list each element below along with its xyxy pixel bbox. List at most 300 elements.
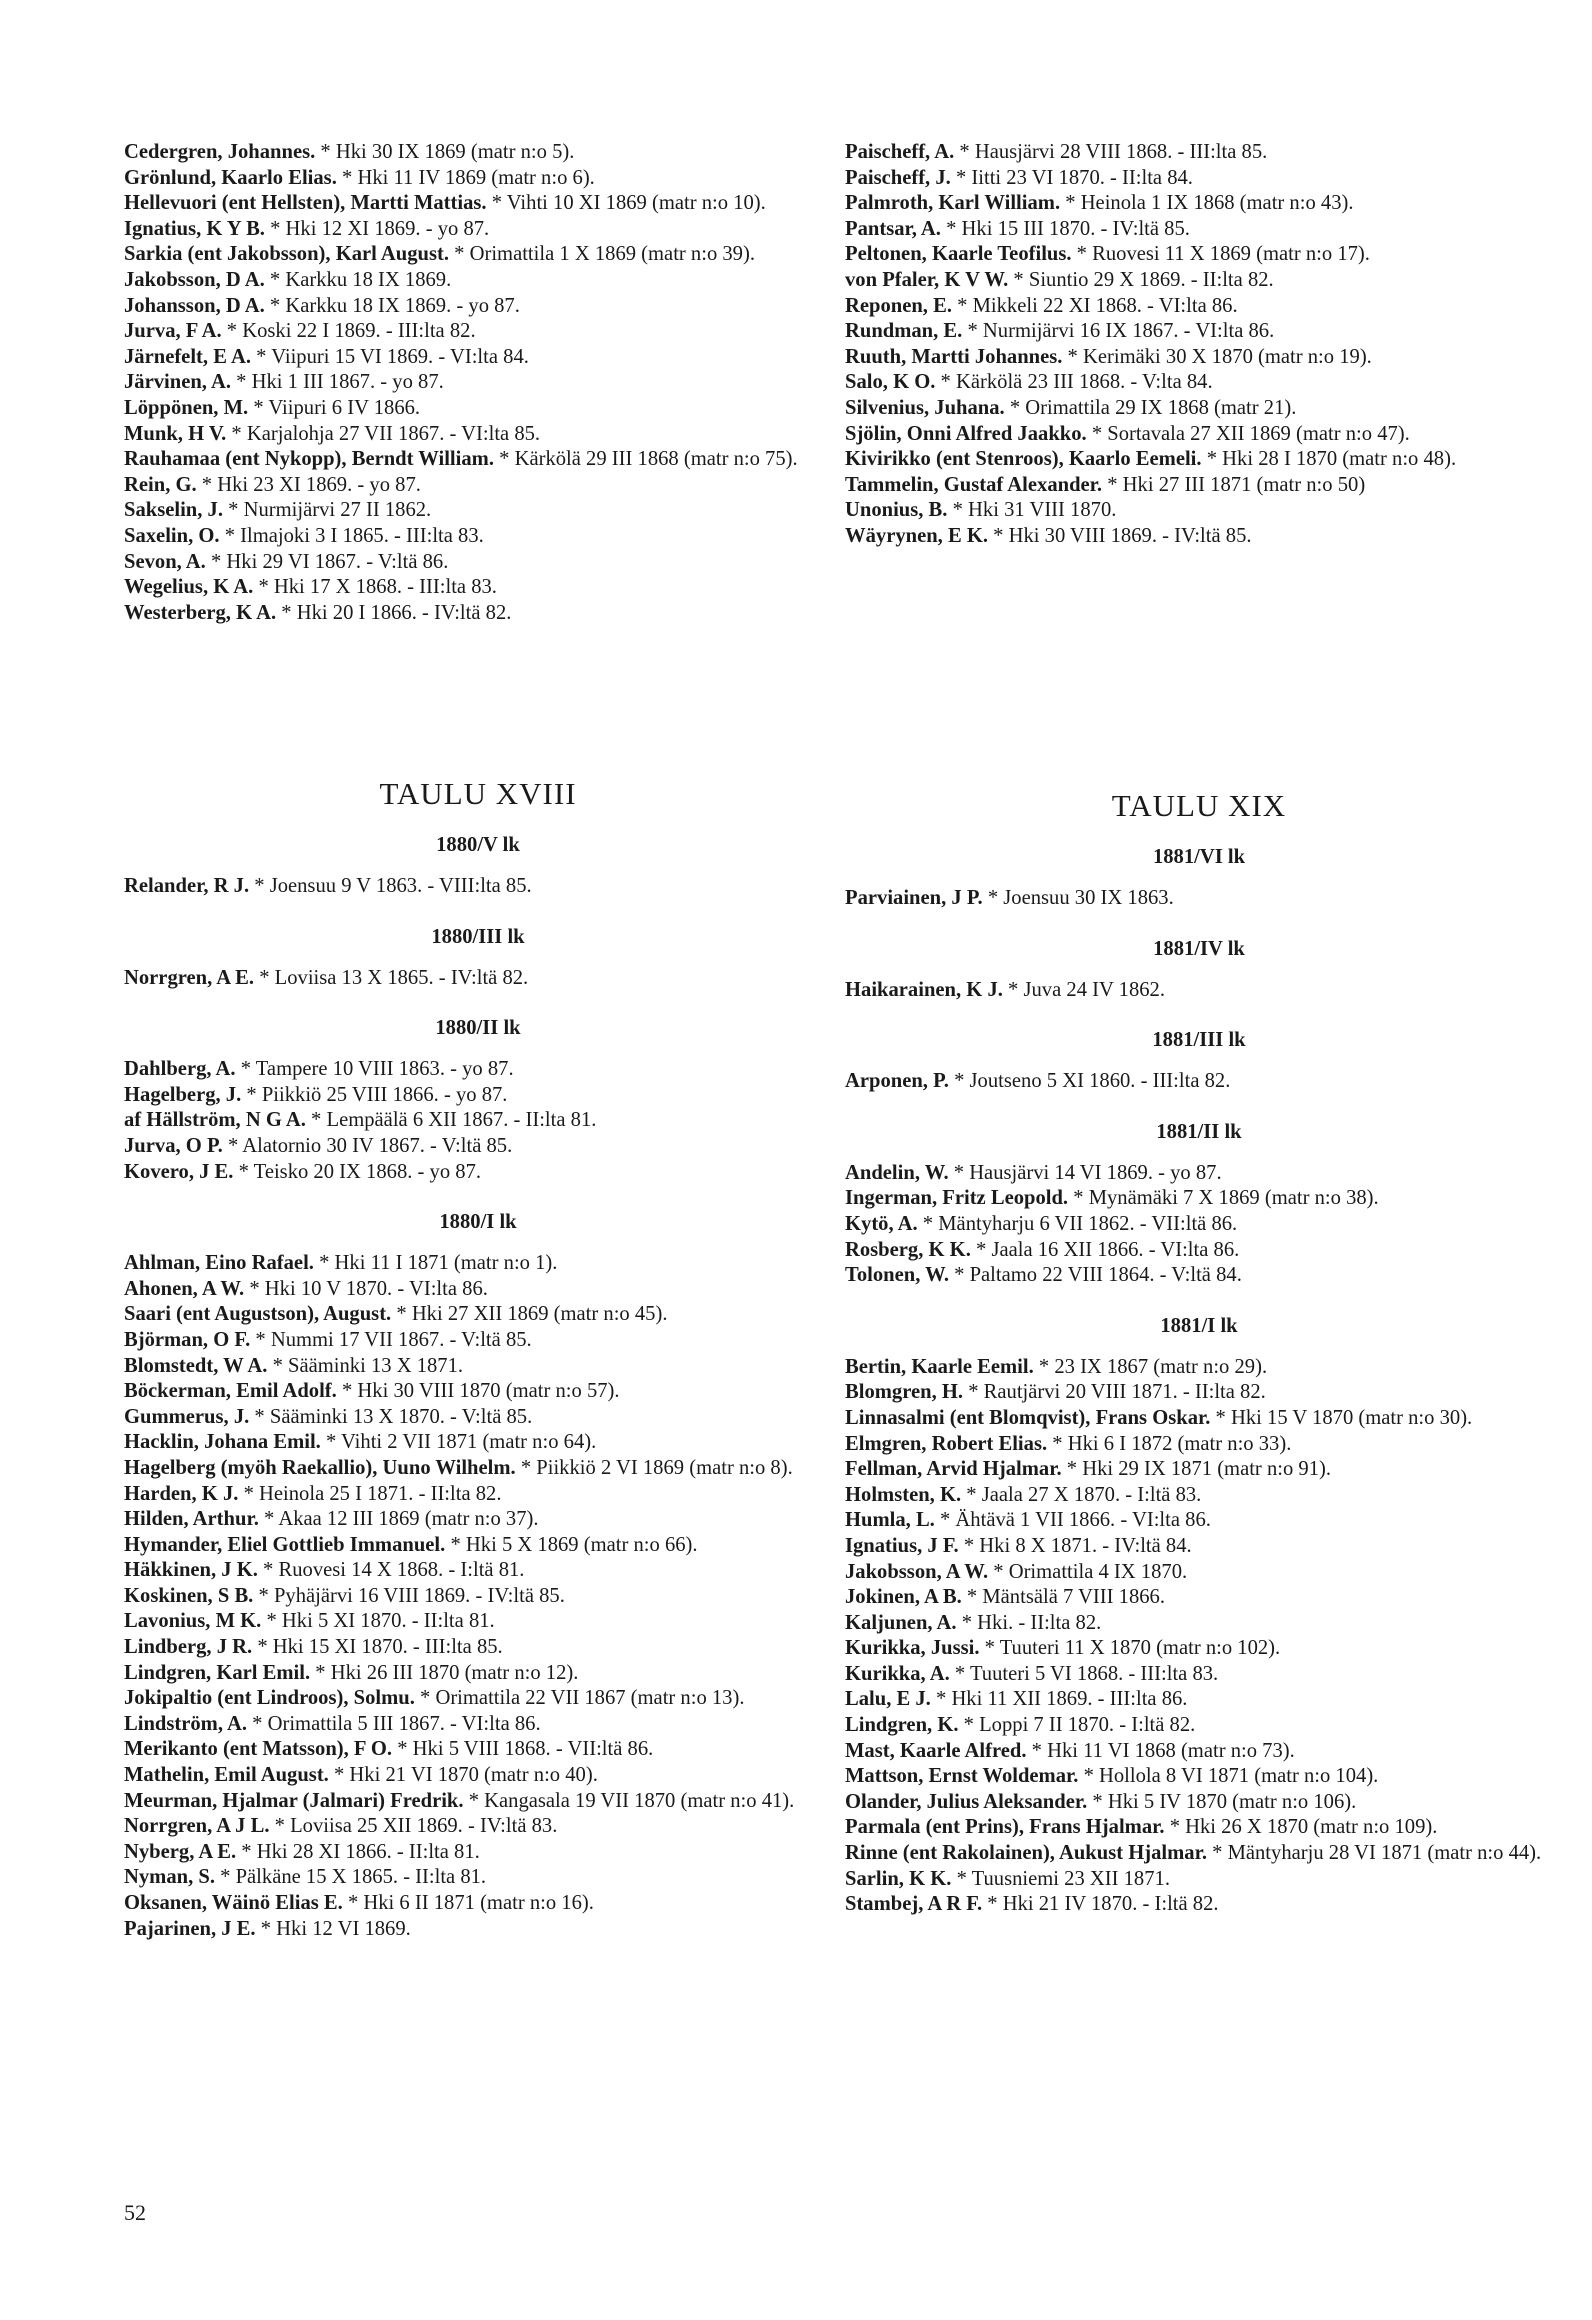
entry bbox=[124, 1277, 832, 1303]
entry bbox=[845, 1432, 1553, 1458]
entry bbox=[845, 345, 1553, 371]
entry bbox=[845, 1483, 1553, 1509]
entry-details: * Mynämäki 7 X 1869 (matr n:o 38). bbox=[1068, 1187, 1379, 1210]
entry bbox=[124, 1405, 832, 1431]
entry-name: Meurman, Hjalmar (Jalmari) Fredrik. bbox=[124, 1789, 464, 1812]
entry bbox=[124, 1083, 832, 1109]
entry-name: Tolonen, W. bbox=[845, 1264, 949, 1287]
entry-details: * Viipuri 6 IV 1866. bbox=[248, 396, 421, 419]
entry-details: * Jaala 16 XII 1866. - VI:lta 86. bbox=[970, 1238, 1240, 1261]
entry bbox=[124, 1609, 832, 1635]
entry-details: * Hki 6 II 1871 (matr n:o 16). bbox=[342, 1892, 594, 1914]
entry-name: Lalu, E J. bbox=[845, 1688, 931, 1711]
entry-details: * Kerimäki 30 X 1870 (matr n:o 19). bbox=[1062, 345, 1372, 368]
entry bbox=[845, 498, 1553, 524]
entry bbox=[845, 1892, 1553, 1918]
entry-details: * Ruovesi 14 X 1868. - I:ltä 81. bbox=[257, 1559, 525, 1582]
entry bbox=[124, 1533, 832, 1559]
entry-details: * Mikkeli 22 XI 1868. - VI:lta 86. bbox=[952, 294, 1238, 317]
entry-details: * Hki 10 V 1870. - VI:lta 86. bbox=[244, 1277, 488, 1300]
entry-details: * Hki 5 VIII 1868. - VII:ltä 86. bbox=[392, 1738, 654, 1761]
entry bbox=[845, 1764, 1553, 1790]
entry bbox=[845, 1380, 1553, 1406]
entry-details: * Pälkäne 15 X 1865. - II:lta 81. bbox=[214, 1866, 487, 1889]
entry bbox=[124, 524, 832, 550]
entry bbox=[124, 1814, 832, 1840]
entry-details: * Hki 11 VI 1868 (matr n:o 73). bbox=[1026, 1739, 1295, 1762]
entry-details: * Hki 29 IX 1871 (matr n:o 91). bbox=[1061, 1458, 1332, 1481]
entry-name: Järnefelt, E A. bbox=[124, 345, 251, 368]
entry bbox=[124, 1763, 832, 1789]
entry-details: * Tuuteri 5 VI 1868. - III:lta 83. bbox=[949, 1662, 1219, 1685]
entry-name: Jokinen, A B. bbox=[845, 1586, 962, 1609]
entry bbox=[124, 550, 832, 576]
right-top-column bbox=[845, 140, 1553, 550]
entry-details: * Hausjärvi 14 VI 1869. - yo 87. bbox=[948, 1161, 1222, 1184]
section-heading: 1880/V lk bbox=[436, 834, 520, 856]
entry bbox=[845, 1636, 1553, 1662]
entry-name: Hellevuori (ent Hellsten), Martti Mattias. bbox=[124, 192, 487, 215]
entry-details: * Viipuri 15 VI 1869. - VI:lta 84. bbox=[250, 345, 529, 368]
entry-details: * Ilmajoki 3 I 1865. - III:lta 83. bbox=[219, 524, 484, 547]
entry-name: Oksanen, Wäinö Elias E. bbox=[124, 1892, 343, 1914]
entry bbox=[124, 422, 832, 448]
entry-name: Blomstedt, W A. bbox=[124, 1354, 268, 1377]
entry bbox=[124, 1584, 832, 1610]
entry-name: Ahonen, A W. bbox=[124, 1277, 245, 1300]
entry-details: * Tampere 10 VIII 1863. - yo 87. bbox=[235, 1058, 514, 1081]
entry bbox=[845, 1790, 1553, 1816]
entry-details: * Joensuu 9 V 1863. - VIII:lta 85. bbox=[249, 875, 532, 897]
entry-name: Saari (ent Augustson), August. bbox=[124, 1303, 392, 1326]
entry-details: * 23 IX 1867 (matr n:o 29). bbox=[1033, 1355, 1268, 1378]
entry-details: * Akaa 12 III 1869 (matr n:o 37). bbox=[258, 1508, 539, 1531]
entry bbox=[124, 242, 832, 268]
entry-name: Merikanto (ent Matsson), F O. bbox=[124, 1738, 393, 1761]
entry-details: * Hki 6 I 1872 (matr n:o 33). bbox=[1047, 1432, 1292, 1455]
entry-details: * Hki 17 X 1868. - III:lta 83. bbox=[253, 576, 497, 599]
entry-details: * Paltamo 22 VIII 1864. - V:ltä 84. bbox=[948, 1264, 1242, 1287]
section-heading: 1881/I lk bbox=[1160, 1314, 1238, 1337]
entry bbox=[124, 1686, 832, 1712]
entry bbox=[124, 1354, 832, 1380]
section-heading: 1881/III lk bbox=[1152, 1029, 1246, 1052]
entry bbox=[845, 1713, 1553, 1739]
entry-name: Fellman, Arvid Hjalmar. bbox=[845, 1458, 1062, 1481]
entry-name: Hilden, Arthur. bbox=[124, 1508, 259, 1531]
entry-name: Löppönen, M. bbox=[124, 396, 249, 419]
entry bbox=[845, 1263, 1553, 1289]
entry-name: Wäyrynen, E K. bbox=[845, 524, 989, 547]
table-title-right: TAULU XIX bbox=[1111, 788, 1287, 823]
entry-details: * Hki 1 III 1867. - yo 87. bbox=[230, 371, 444, 394]
entry bbox=[845, 268, 1553, 294]
entry-name: Häkkinen, J K. bbox=[124, 1559, 258, 1582]
entry bbox=[845, 1739, 1553, 1765]
entry bbox=[845, 447, 1553, 473]
entry-details: * Piikkiö 2 VI 1869 (matr n:o 8). bbox=[515, 1456, 793, 1479]
section-heading: 1881/II lk bbox=[1156, 1120, 1242, 1143]
entry-name: Böckerman, Emil Adolf. bbox=[124, 1380, 337, 1403]
entry bbox=[124, 1865, 832, 1891]
entry bbox=[845, 1611, 1553, 1637]
entry-name: Kytö, A. bbox=[845, 1212, 918, 1235]
entry-name: Pajarinen, J E. bbox=[124, 1917, 256, 1940]
entry-name: Järvinen, A. bbox=[124, 371, 231, 394]
entry bbox=[124, 1108, 832, 1134]
entry-name: Sarkia (ent Jakobsson), Karl August. bbox=[124, 243, 449, 266]
entry bbox=[124, 1635, 832, 1661]
entry bbox=[845, 1238, 1553, 1264]
entry-name: Silvenius, Juhana. bbox=[845, 396, 1005, 419]
entry-name: Jakobsson, D A. bbox=[124, 268, 265, 291]
entry-details: * Hki 11 XII 1869. - III:lta 86. bbox=[930, 1688, 1188, 1711]
entry-details: * Loviisa 25 XII 1869. - IV:ltä 83. bbox=[269, 1815, 558, 1838]
entry-name: Sarlin, K K. bbox=[845, 1867, 952, 1890]
entry-details: * Hki 21 IV 1870. - I:ltä 82. bbox=[982, 1893, 1219, 1916]
taulu-xviii-column bbox=[124, 776, 832, 1942]
entry-name: Kovero, J E. bbox=[124, 1160, 234, 1183]
entry-details: * Alatornio 30 IV 1867. - V:ltä 85. bbox=[222, 1134, 513, 1157]
entry-details: * Mäntsälä 7 VIII 1866. bbox=[961, 1586, 1165, 1609]
entry-details: * Orimattila 29 IX 1868 (matr 21). bbox=[1004, 396, 1297, 419]
entry-name: Ignatius, J F. bbox=[845, 1534, 959, 1557]
entry bbox=[124, 601, 832, 627]
entry-name: Hacklin, Johana Emil. bbox=[124, 1431, 321, 1454]
entry bbox=[124, 498, 832, 524]
entry bbox=[124, 575, 832, 601]
entry-details: * Mäntyharju 28 VI 1871 (matr n:o 44). bbox=[1206, 1842, 1542, 1865]
entry-details: * Orimattila 22 VII 1867 (matr n:o 13). bbox=[414, 1687, 745, 1710]
entry bbox=[845, 191, 1553, 217]
entry bbox=[124, 874, 832, 900]
entry bbox=[124, 396, 832, 422]
entry-name: Rundman, E. bbox=[845, 320, 963, 343]
entry-details: * Tuusniemi 23 XII 1871. bbox=[951, 1867, 1170, 1890]
entry-details: * Heinola 25 I 1871. - II:lta 82. bbox=[238, 1482, 502, 1505]
entry-name: Nyberg, A E. bbox=[124, 1840, 237, 1863]
entry-details: * Karkku 18 IX 1869. bbox=[264, 268, 452, 291]
entry bbox=[845, 422, 1553, 448]
entry bbox=[124, 1712, 832, 1738]
entry bbox=[124, 473, 832, 499]
entry bbox=[845, 1355, 1553, 1381]
entry-name: Björman, O F. bbox=[124, 1328, 251, 1351]
entry-details: * Nurmijärvi 27 II 1862. bbox=[223, 499, 432, 522]
entry-name: Ruuth, Martti Johannes. bbox=[845, 345, 1063, 368]
entry-name: Johansson, D A. bbox=[124, 294, 265, 317]
entry-details: * Hki 29 VI 1867. - V:ltä 86. bbox=[205, 550, 449, 573]
entry-name: Lavonius, M K. bbox=[124, 1610, 262, 1633]
entry bbox=[845, 319, 1553, 345]
entry-name: Kaljunen, A. bbox=[845, 1611, 957, 1634]
entry-name: Andelin, W. bbox=[845, 1161, 949, 1184]
page-number: 52 bbox=[124, 2200, 146, 2225]
entry-details: * Ruovesi 11 X 1869 (matr n:o 17). bbox=[1071, 243, 1370, 266]
entry-details: * Nummi 17 VII 1867. - V:ltä 85. bbox=[250, 1328, 532, 1351]
entry bbox=[845, 1161, 1553, 1187]
entry-name: Sjölin, Onni Alfred Jaakko. bbox=[845, 422, 1087, 445]
entry-name: Norrgren, A E. bbox=[124, 966, 255, 989]
entry-details: * Karkku 18 IX 1869. - yo 87. bbox=[264, 294, 520, 317]
entry-details: * Hki 20 I 1866. - IV:ltä 82. bbox=[276, 601, 512, 624]
entry-details: * Loppi 7 II 1870. - I:ltä 82. bbox=[958, 1714, 1196, 1737]
entry-name: Dahlberg, A. bbox=[124, 1058, 236, 1081]
entry-name: Lindgren, K. bbox=[845, 1714, 959, 1737]
entry-details: * Koski 22 I 1869. - III:lta 82. bbox=[221, 320, 476, 343]
entry bbox=[124, 1134, 832, 1160]
entry-name: Kivirikko (ent Stenroos), Kaarlo Eemeli. bbox=[845, 448, 1202, 471]
entry-name: Unonius, B. bbox=[845, 499, 948, 522]
entry-name: Grönlund, Kaarlo Elias. bbox=[124, 166, 337, 189]
entry-name: Holmsten, K. bbox=[845, 1483, 962, 1506]
entry-details: * Hki 8 X 1871. - IV:ltä 84. bbox=[958, 1534, 1192, 1557]
entry-name: Nyman, S. bbox=[124, 1866, 215, 1889]
entry bbox=[124, 345, 832, 371]
section-heading: 1880/II lk bbox=[435, 1017, 521, 1040]
entry-details: * Hki 28 XI 1866. - II:lta 81. bbox=[236, 1840, 480, 1863]
entry-details: * Orimattila 1 X 1869 (matr n:o 39). bbox=[449, 243, 755, 266]
entry bbox=[124, 447, 832, 473]
entry-name: Elmgren, Robert Elias. bbox=[845, 1432, 1048, 1455]
entry-name: Ignatius, K Y B. bbox=[124, 217, 265, 240]
entry bbox=[845, 1508, 1553, 1534]
entry-name: Kurikka, Jussi. bbox=[845, 1637, 980, 1660]
table-title-left: TAULU XVIII bbox=[379, 776, 577, 811]
entry-name: Paischeff, J. bbox=[845, 166, 951, 189]
entry-details: * Hki 23 XI 1869. - yo 87. bbox=[196, 473, 421, 496]
entry-details: * Sortavala 27 XII 1869 (matr n:o 47). bbox=[1086, 422, 1410, 445]
entry-details: * Hki 12 VI 1869. bbox=[255, 1917, 411, 1940]
entry bbox=[845, 1069, 1553, 1095]
entry bbox=[845, 473, 1553, 499]
entry-details: * Iitti 23 VI 1870. - II:lta 84. bbox=[950, 166, 1193, 189]
entry-name: Rein, G. bbox=[124, 473, 197, 496]
entry-name: Rosberg, K K. bbox=[845, 1238, 971, 1261]
entry-name: Ingerman, Fritz Leopold. bbox=[845, 1187, 1069, 1210]
entry bbox=[124, 1482, 832, 1508]
entry-details: * Hki 5 IV 1870 (matr n:o 106). bbox=[1087, 1790, 1357, 1813]
entry-details: * Hki 15 XI 1870. - III:lta 85. bbox=[252, 1636, 503, 1659]
entry bbox=[124, 1507, 832, 1533]
entry-details: * Hki 5 XI 1870. - II:lta 81. bbox=[261, 1610, 495, 1633]
entry-details: * Rautjärvi 20 VIII 1871. - II:lta 82. bbox=[963, 1381, 1266, 1404]
entry-details: * Joensuu 30 IX 1863. bbox=[982, 887, 1174, 909]
entry-details: * Hki 27 XII 1869 (matr n:o 45). bbox=[391, 1303, 668, 1326]
entry bbox=[124, 1328, 832, 1354]
entry-details: * Hollola 8 VI 1871 (matr n:o 104). bbox=[1078, 1765, 1379, 1788]
entry-name: Arponen, P. bbox=[845, 1070, 949, 1093]
entry-name: Koskinen, S B. bbox=[124, 1584, 254, 1607]
entry-name: Westerberg, K A. bbox=[124, 601, 277, 624]
entry-details: * Jaala 27 X 1870. - I:ltä 83. bbox=[961, 1483, 1202, 1506]
entry-name: Salo, K O. bbox=[845, 371, 936, 394]
entry-details: * Hki. - II:lta 82. bbox=[956, 1611, 1102, 1634]
entry bbox=[845, 294, 1553, 320]
entry-details: * Hki 26 X 1870 (matr n:o 109). bbox=[1164, 1816, 1438, 1839]
entry-name: Gummerus, J. bbox=[124, 1405, 250, 1428]
entry bbox=[845, 1534, 1553, 1560]
entry-name: Munk, H V. bbox=[124, 422, 227, 445]
entry bbox=[124, 1456, 832, 1482]
entry bbox=[845, 396, 1553, 422]
entry-name: Jokipaltio (ent Lindroos), Solmu. bbox=[124, 1687, 415, 1710]
left-top-column bbox=[124, 140, 832, 626]
entry bbox=[124, 166, 832, 192]
entry bbox=[845, 140, 1553, 166]
entry-name: Hagelberg, J. bbox=[124, 1083, 242, 1106]
entry-details: * Hki 27 III 1871 (matr n:o 50) bbox=[1102, 473, 1366, 496]
entry-details: * Kärkölä 29 III 1868 (matr n:o 75). bbox=[493, 448, 798, 471]
entry bbox=[845, 1867, 1553, 1893]
entry-details: * Hki 30 IX 1869 (matr n:o 5). bbox=[315, 141, 575, 163]
entry-name: Parmala (ent Prins), Frans Hjalmar. bbox=[845, 1816, 1165, 1839]
entry-name: af Hällström, N G A. bbox=[124, 1109, 306, 1132]
entry-name: Sevon, A. bbox=[124, 550, 206, 573]
entry-details: * Hki 31 VIII 1870. bbox=[947, 499, 1117, 522]
entry-name: Rinne (ent Rakolainen), Aukust Hjalmar. bbox=[845, 1842, 1207, 1865]
entry-name: Lindgren, Karl Emil. bbox=[124, 1661, 311, 1684]
entry-details: * Mäntyharju 6 VII 1862. - VII:ltä 86. bbox=[917, 1212, 1238, 1235]
entry bbox=[124, 294, 832, 320]
entry-name: Hagelberg (myöh Raekallio), Uuno Wilhelm. bbox=[124, 1456, 516, 1479]
entry-name: Sakselin, J. bbox=[124, 499, 223, 522]
entry bbox=[845, 1662, 1553, 1688]
entry bbox=[124, 966, 832, 992]
entry-name: Jakobsson, A W. bbox=[845, 1560, 989, 1583]
entry bbox=[845, 1457, 1553, 1483]
taulu-xix-column bbox=[845, 788, 1553, 1918]
entry bbox=[124, 1379, 832, 1405]
entry-details: * Nurmijärvi 16 IX 1867. - VI:lta 86. bbox=[962, 320, 1275, 343]
entry-name: Paischeff, A. bbox=[845, 141, 955, 163]
entry-name: Cedergren, Johannes. bbox=[124, 141, 316, 163]
entry-details: * Hausjärvi 28 VIII 1868. - III:lta 85. bbox=[954, 141, 1268, 163]
entry bbox=[124, 140, 832, 166]
entry-name: Haikarainen, K J. bbox=[845, 978, 1003, 1001]
entry-details: * Teisko 20 IX 1868. - yo 87. bbox=[233, 1160, 482, 1183]
entry bbox=[845, 1186, 1553, 1212]
entry bbox=[124, 1661, 832, 1687]
entry bbox=[124, 191, 832, 217]
entry-details: * Sääminki 13 X 1870. - V:ltä 85. bbox=[249, 1405, 533, 1428]
entry bbox=[845, 1687, 1553, 1713]
entry-details: * Ähtävä 1 VII 1866. - VI:lta 86. bbox=[934, 1509, 1211, 1532]
entry bbox=[845, 1212, 1553, 1238]
entry bbox=[845, 1841, 1553, 1867]
entry-name: Olander, Julius Aleksander. bbox=[845, 1790, 1088, 1813]
entry-details: * Karjalohja 27 VII 1867. - VI:lta 85. bbox=[226, 422, 541, 445]
right-sections bbox=[845, 844, 1553, 1918]
entry-details: * Hki 28 I 1870 (matr n:o 48). bbox=[1201, 448, 1457, 471]
entry bbox=[124, 1057, 832, 1083]
entry-name: Rauhamaa (ent Nykopp), Berndt William. bbox=[124, 448, 494, 471]
entry bbox=[845, 370, 1553, 396]
entry-details: * Vihti 2 VII 1871 (matr n:o 64). bbox=[320, 1431, 597, 1454]
entry bbox=[124, 1891, 832, 1917]
entry-details: * Hki 15 III 1870. - IV:ltä 85. bbox=[940, 217, 1190, 240]
entry-name: Jurva, O P. bbox=[124, 1134, 223, 1157]
entry-details: * Tuuteri 11 X 1870 (matr n:o 102). bbox=[979, 1637, 1281, 1660]
entry-name: Palmroth, Karl William. bbox=[845, 192, 1061, 215]
entry-name: Parviainen, J P. bbox=[845, 887, 983, 909]
entry-name: von Pfaler, K V W. bbox=[845, 268, 1009, 291]
entry-details: * Piikkiö 25 VIII 1866. - yo 87. bbox=[241, 1083, 508, 1106]
entry-name: Humla, L. bbox=[845, 1509, 935, 1532]
entry-details: * Loviisa 13 X 1865. - IV:ltä 82. bbox=[254, 966, 529, 989]
entry bbox=[845, 242, 1553, 268]
entry-name: Pantsar, A. bbox=[845, 217, 941, 240]
entry-details: * Hki 11 I 1871 (matr n:o 1). bbox=[313, 1252, 558, 1275]
entry-name: Harden, K J. bbox=[124, 1482, 239, 1505]
entry bbox=[124, 370, 832, 396]
entry-details: * Orimattila 5 III 1867. - VI:lta 86. bbox=[247, 1712, 541, 1735]
entry bbox=[124, 1558, 832, 1584]
entry-name: Norrgren, A J L. bbox=[124, 1815, 270, 1838]
entry bbox=[124, 217, 832, 243]
entry-details: * Hki 26 III 1870 (matr n:o 12). bbox=[310, 1661, 579, 1684]
entry-name: Wegelius, K A. bbox=[124, 576, 254, 599]
entry-name: Reponen, E. bbox=[845, 294, 952, 317]
entry bbox=[845, 166, 1553, 192]
entry-name: Kurikka, A. bbox=[845, 1662, 950, 1685]
entry-name: Mast, Kaarle Alfred. bbox=[845, 1739, 1027, 1762]
entry bbox=[124, 1251, 832, 1277]
entry bbox=[845, 886, 1553, 912]
entry-name: Mathelin, Emil August. bbox=[124, 1764, 329, 1787]
entry-details: * Vihti 10 XI 1869 (matr n:o 10). bbox=[486, 192, 766, 215]
entry-details: * Joutseno 5 XI 1860. - III:lta 82. bbox=[948, 1070, 1231, 1093]
entry-name: Ahlman, Eino Rafael. bbox=[124, 1252, 314, 1275]
entry-details: * Hki 30 VIII 1869. - IV:ltä 85. bbox=[988, 524, 1252, 547]
entry-name: Stambej, A R F. bbox=[845, 1893, 983, 1916]
entry-name: Bertin, Kaarle Eemil. bbox=[845, 1355, 1034, 1378]
entry-details: * Kangasala 19 VII 1870 (matr n:o 41). bbox=[463, 1789, 795, 1812]
entry-name: Lindström, A. bbox=[124, 1712, 248, 1735]
entry-details: * Siuntio 29 X 1869. - II:lta 82. bbox=[1008, 268, 1274, 291]
entry-details: * Juva 24 IV 1862. bbox=[1002, 978, 1165, 1001]
entry-details: * Hki 30 VIII 1870 (matr n:o 57). bbox=[336, 1380, 620, 1403]
entry bbox=[845, 1560, 1553, 1586]
entry bbox=[124, 1840, 832, 1866]
entry bbox=[124, 1302, 832, 1328]
entry-details: * Hki 12 XI 1869. - yo 87. bbox=[264, 217, 490, 240]
entry-details: * Heinola 1 IX 1868 (matr n:o 43). bbox=[1060, 192, 1354, 215]
section-heading: 1881/IV lk bbox=[1153, 937, 1245, 960]
entry-details: * Pyhäjärvi 16 VIII 1869. - IV:ltä 85. bbox=[253, 1584, 565, 1607]
entry bbox=[845, 524, 1553, 550]
entry bbox=[124, 268, 832, 294]
entry-name: Linnasalmi (ent Blomqvist), Frans Oskar. bbox=[845, 1406, 1211, 1429]
entry-details: * Sääminki 13 X 1871. bbox=[267, 1354, 464, 1377]
entry bbox=[845, 1815, 1553, 1841]
entry-details: * Lempäälä 6 XII 1867. - II:lta 81. bbox=[305, 1109, 597, 1132]
entry bbox=[124, 1160, 832, 1186]
section-heading: 1880/I lk bbox=[439, 1211, 517, 1234]
entry-name: Blomgren, H. bbox=[845, 1381, 964, 1404]
entry-name: Mattson, Ernst Woldemar. bbox=[845, 1765, 1079, 1788]
entry bbox=[124, 1737, 832, 1763]
section-heading: 1881/VI lk bbox=[1152, 846, 1246, 868]
entry bbox=[124, 1789, 832, 1815]
entry-name: Tammelin, Gustaf Alexander. bbox=[845, 473, 1103, 496]
entry bbox=[124, 1917, 832, 1943]
entry-details: * Hki 11 IV 1869 (matr n:o 6). bbox=[336, 166, 595, 189]
entry bbox=[124, 319, 832, 345]
section-heading: 1880/III lk bbox=[431, 925, 525, 948]
entry-name: Hymander, Eliel Gottlieb Immanuel. bbox=[124, 1533, 446, 1556]
entry-details: * Hki 15 V 1870 (matr n:o 30). bbox=[1210, 1406, 1473, 1429]
